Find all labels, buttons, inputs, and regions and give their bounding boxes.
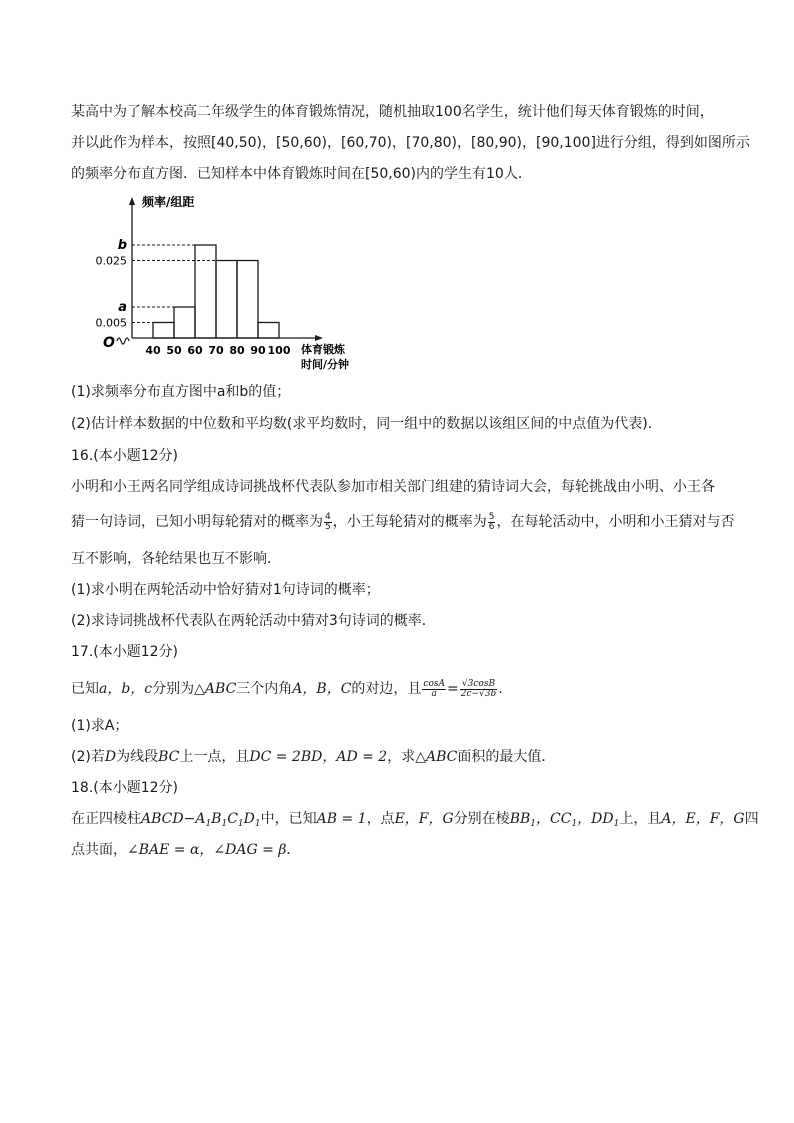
q15-intro-line1: 某高中为了解本校高二年级学生的体育锻炼情况，随机抽取100名学生，统计他们每天体育锻炼的时间， [71, 104, 714, 120]
q17-sub1: (1)求A； [71, 718, 129, 734]
prism-part-a: ABCD−A [141, 811, 206, 827]
histogram-bar [195, 245, 216, 338]
q18-line2-a: 点共面， [71, 842, 127, 858]
y-axis-label: 频率/组距 [142, 195, 195, 209]
q18-text-f: 四 [744, 811, 759, 827]
q18-line2-b: ． [286, 842, 301, 858]
edge-cc: ，CC [536, 811, 572, 827]
q16-line2-b: ，小王每轮猜对的概率为 [332, 514, 487, 530]
q16-heading: 16.(本小题12分) [71, 448, 179, 464]
fraction-5-6 [488, 513, 496, 532]
sub-1: 1 [205, 819, 212, 829]
eq-left-num: cosA [423, 678, 445, 689]
histogram-bar [153, 323, 174, 339]
x-tick-label: 60 [187, 344, 203, 357]
y-tick-label: a [118, 300, 127, 315]
q16-line2 [71, 512, 734, 532]
q17-eq-right [460, 680, 498, 699]
q18-points4: A，E，F，G [661, 811, 745, 827]
fraction-4-5 [324, 513, 332, 532]
q17-eq-left [422, 680, 446, 699]
frequency-histogram [95, 190, 375, 370]
q17-period: . [498, 681, 503, 697]
sub-1: 1 [254, 819, 261, 829]
sub-1: 1 [571, 819, 578, 829]
q18-points: E，F，G [394, 811, 454, 827]
q16-line3: 互不影响，各轮结果也互不影响． [71, 551, 281, 567]
q18-text-c: ，点 [366, 811, 395, 827]
q17-sub2-tri: △ABC [415, 749, 458, 765]
y-tick-label: b [117, 238, 127, 253]
frac1-numerator: 4 [325, 511, 331, 522]
q17-sub2-b: 为线段 [116, 749, 159, 765]
x-axis-arrow-icon [315, 335, 323, 341]
q17-text-c: 三个内角 [236, 681, 293, 697]
q17-sub2-bc: BC [158, 749, 180, 765]
q17-text-b: 分别为 [152, 681, 195, 697]
frac2-numerator: 5 [488, 511, 495, 522]
q17-sub2-e: ，求 [387, 749, 416, 765]
origin-label: O [103, 335, 115, 351]
q18-text-b: 中，已知 [260, 811, 317, 827]
prism-part-c: C [227, 811, 238, 827]
q16-sub1: (1)求小明在两轮活动中恰好猜对1句诗词的概率； [71, 582, 380, 598]
axis-break-icon [117, 338, 129, 344]
q18-text-a: 在正四棱柱 [71, 811, 141, 827]
q17-sub2-a: (2)若 [71, 749, 105, 765]
q18-edges [510, 811, 620, 827]
q18-text-d: 分别在棱 [453, 811, 510, 827]
q17-heading: 17.(本小题12分) [71, 644, 179, 660]
q15-sub1: (1)求频率分布直方图中a和b的值； [71, 384, 291, 400]
x-tick-label: 100 [267, 344, 291, 357]
q17-equals: = [447, 681, 459, 697]
x-tick-label: 40 [145, 344, 161, 357]
histogram-bar [237, 261, 258, 339]
q16-line2-a: 猜一句诗词，已知小明每轮猜对的概率为 [71, 514, 323, 530]
q17-sub2-d: D [104, 749, 117, 765]
x-axis-label-line1: 体育锻炼 [301, 343, 345, 356]
sub-1: 1 [530, 819, 536, 829]
x-tick-label: 50 [166, 344, 182, 357]
q18-line1 [71, 809, 759, 834]
q16-line1: 小明和小王两名同学组成诗词挑战杯代表队参加市相关部门组建的猜诗词大会，每轮挑战由小明、小王各 [71, 479, 715, 495]
eq-left-den: a [431, 688, 437, 699]
x-tick-label: 80 [229, 344, 245, 357]
q15-intro-line3: 的频率分布直方图．已知样本中体育锻炼时间在[50,60)内的学生有10人． [71, 166, 532, 182]
edge-dd: ，DD [577, 811, 614, 827]
edge-bb: BB [509, 811, 531, 827]
q17-sub2-f: 面积的最大值． [457, 749, 556, 765]
y-tick-label: 0.005 [95, 316, 127, 330]
y-axis-arrow-icon [129, 197, 135, 205]
eq-right-den: 2c−√3b [460, 688, 497, 699]
q17-sub2-c: 上一点，且 [179, 749, 250, 765]
prism-part-d: D [243, 811, 255, 827]
q17-line1 [71, 679, 503, 699]
q18-ab-eq: AB = 1 [316, 811, 367, 827]
q18-heading: 18.(本小题12分) [71, 780, 179, 796]
sub-1: 1 [221, 819, 228, 829]
q17-triangle: △ABC [194, 681, 237, 697]
q18-angles: ∠BAE = α，∠DAG = β [127, 842, 287, 858]
x-tick-label: 90 [250, 344, 266, 357]
sub-1: 1 [237, 819, 244, 829]
x-axis-label-line2: 时间/分钟 [301, 358, 350, 370]
q17-text-d: 的对边，且 [351, 681, 422, 697]
q15-intro-line2: 并以此作为样本，按照[40,50)，[50,60)，[60,70)，[70,80)，[80,90)，[90,100]进行分组，得到如图所示 [71, 135, 750, 151]
q17-sub2-eq: DC = 2BD，AD = 2 [249, 749, 388, 765]
eq-right-num: √3cosB [460, 680, 498, 690]
q18-prism [141, 811, 261, 827]
q16-sub2: (2)求诗词挑战杯代表队在两轮活动中猜对3句诗词的概率． [71, 613, 436, 629]
q17-vars: a，b，c [99, 681, 153, 697]
q16-line2-c: ，在每轮活动中，小明和小王猜对与否 [496, 514, 735, 530]
histogram-bar [258, 323, 279, 339]
frac1-denominator: 5 [325, 521, 331, 532]
histogram-bar [174, 307, 195, 338]
q18-line2 [71, 840, 300, 860]
prism-part-b: B [211, 811, 222, 827]
q15-sub2: (2)估计样本数据的中位数和平均数(求平均数时，同一组中的数据以该组区间的中点值为代表)． [71, 416, 662, 432]
y-tick-label: 0.025 [95, 254, 127, 268]
q17-text-a: 已知 [71, 681, 99, 697]
x-tick-label: 70 [208, 344, 224, 357]
sub-1: 1 [613, 819, 620, 829]
q17-sub2 [71, 747, 555, 767]
q17-angles: A，B，C [292, 681, 352, 697]
histogram-bar [216, 261, 237, 339]
q18-text-e: 上，且 [619, 811, 662, 827]
frac2-denominator: 6 [488, 521, 495, 532]
